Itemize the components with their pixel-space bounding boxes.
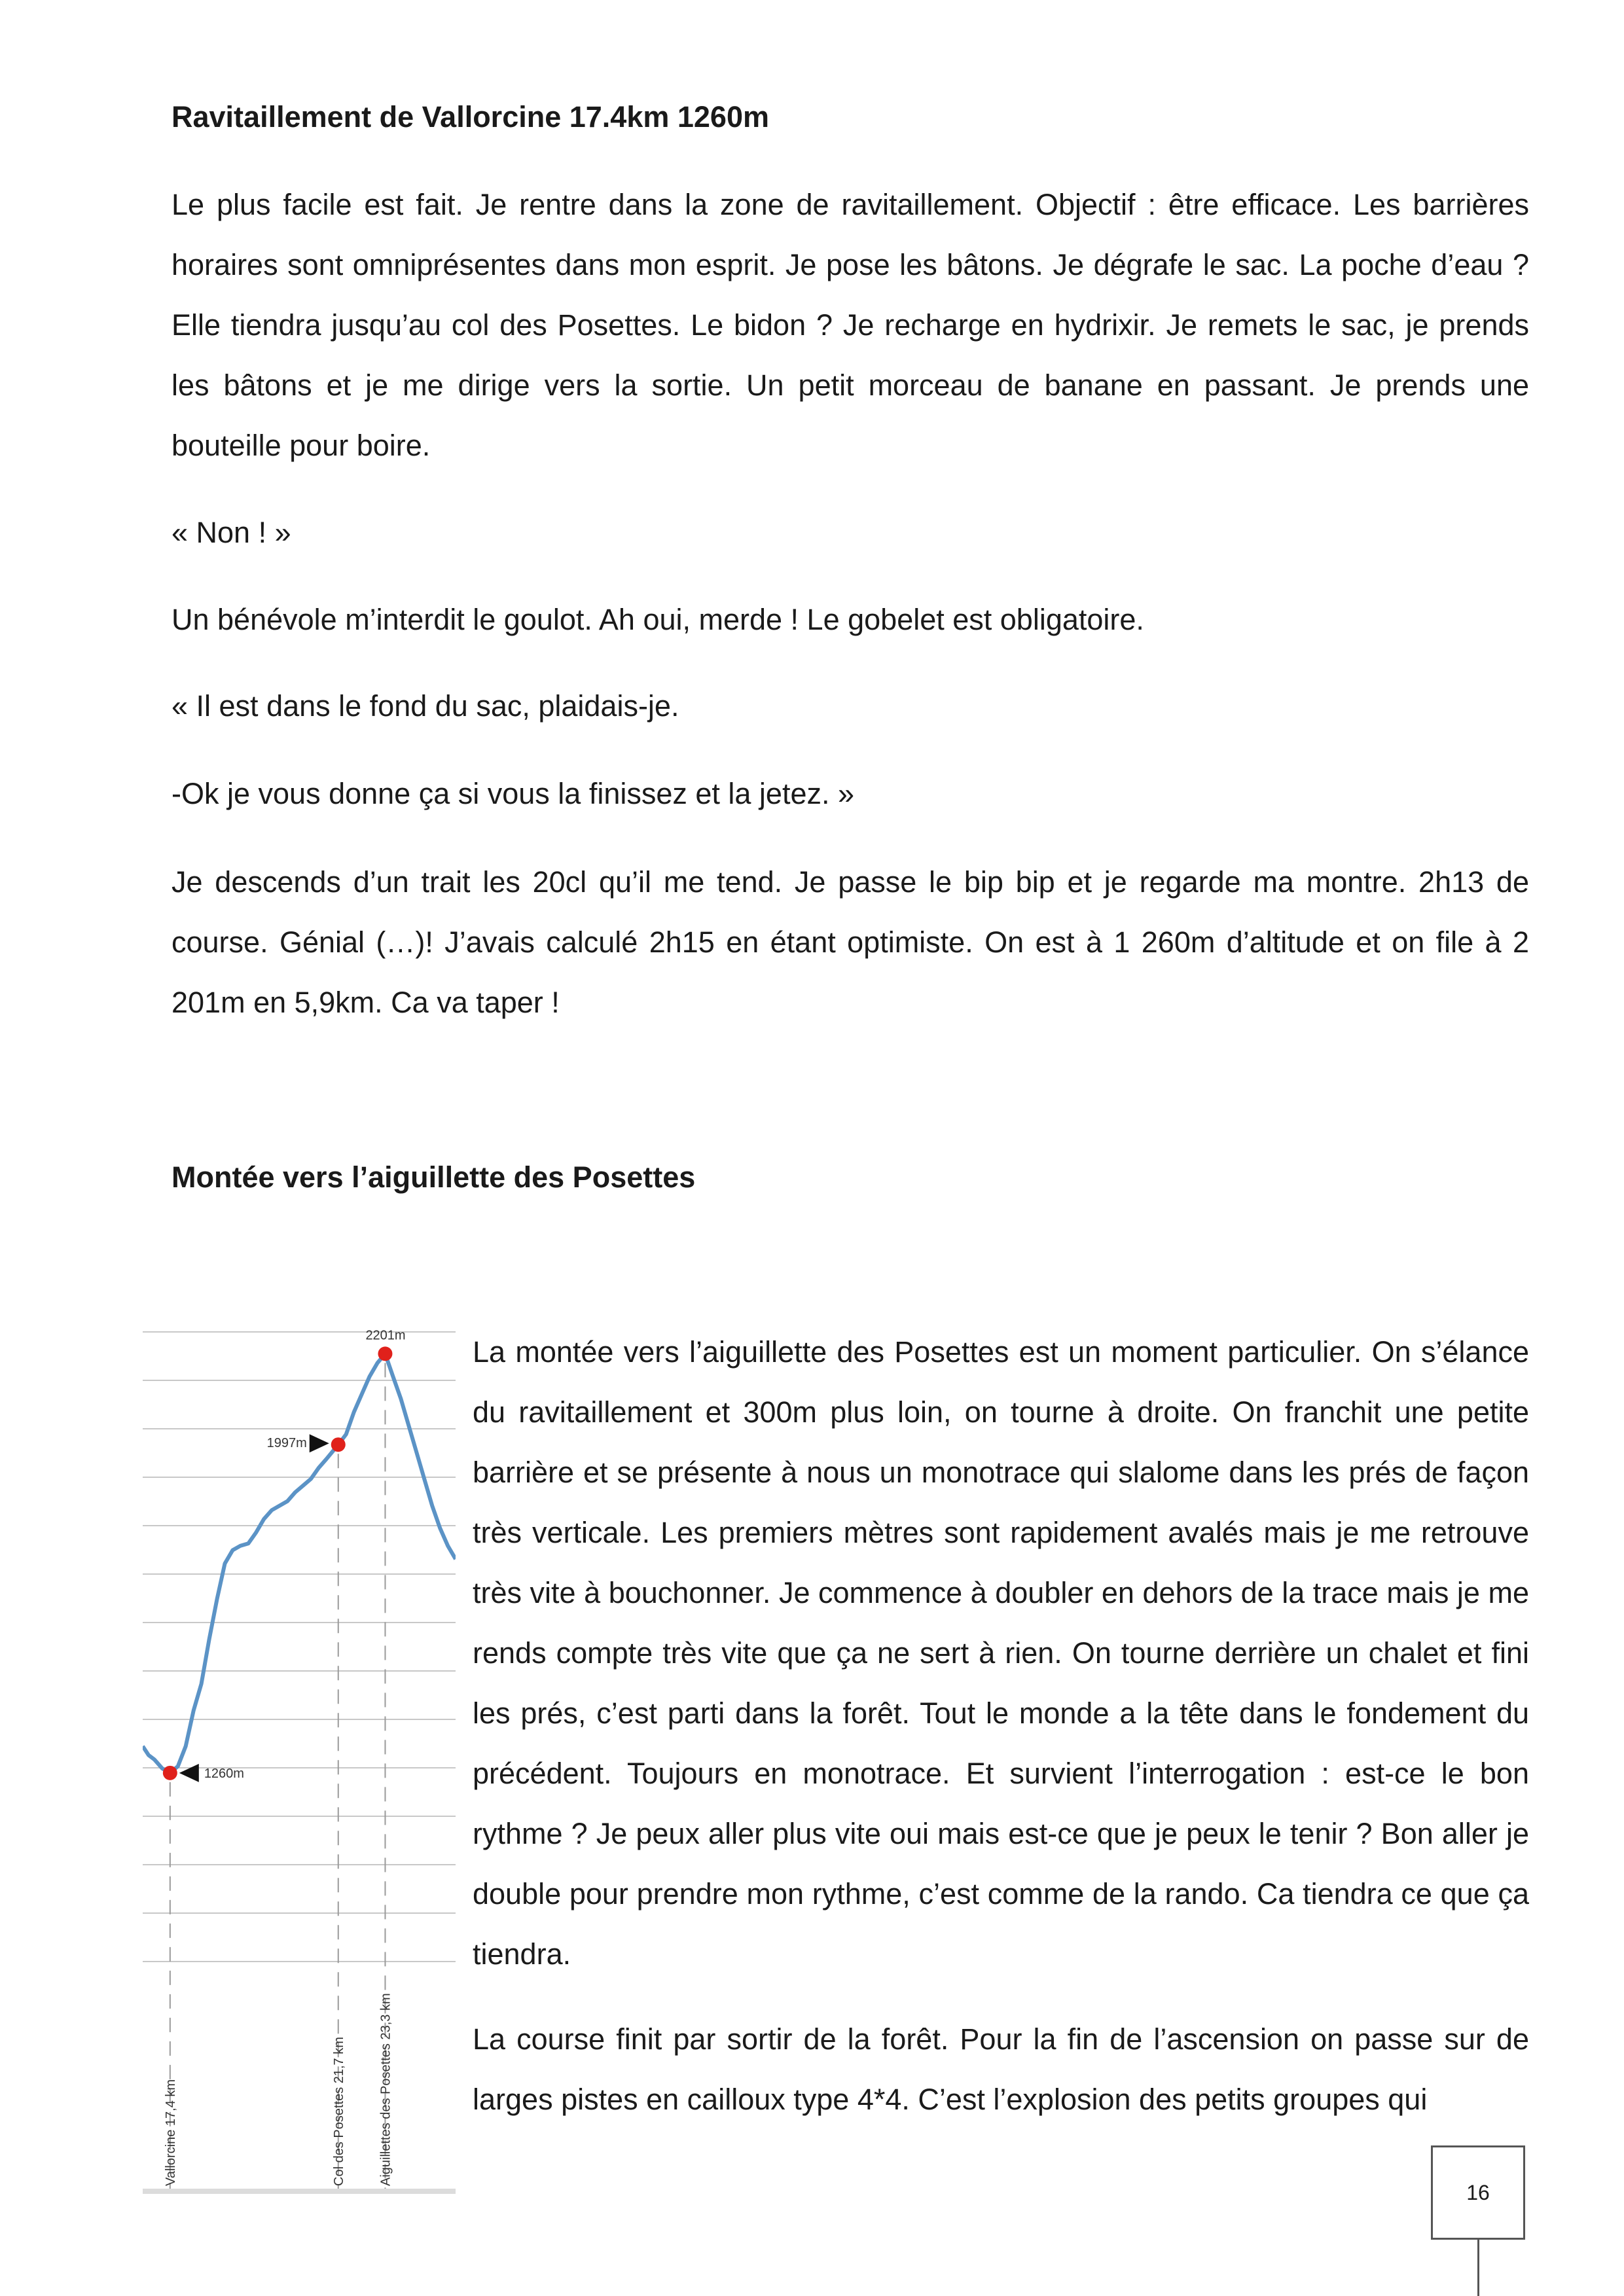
paragraph: -Ok je vous donne ça si vous la finissez et la jetez. »	[171, 777, 855, 810]
pointer-arrow	[310, 1434, 329, 1452]
pointer-arrow	[179, 1764, 199, 1782]
marker-label: Vallorcine 17,4 km	[163, 2079, 178, 2186]
paragraph: La montée vers l’aiguillette des Posettes est un moment particulier. On s’élance du ravitaillement et 300m plus loin, on tourne à droite. On franchit une petite barrière et se présente à nous un monotrace qui slalome dans les prés de façon très verticale. Les premiers mètres sont rapidement avalés mais je me retrouve très vite à bouchonner. Je commence à doubler en dehors de la trace mais je me rends compte très vite que ça ne sert à rien. On tourne derrière un chalet et fini les prés, c’est parti dans la forêt. Tout le monde a la tête dans le fondement du précédent. Toujours en monotrace. Et survient l’interrogation : est-ce le bon rythme ? Je peux aller plus vite oui mais est-ce que je peux le tenir ? Bon aller je double pour prendre mon rythme, c’est comme de la rando. Ca tiendra ce que ça tiendra.	[473, 1335, 1529, 1971]
elevation-profile-line	[143, 1354, 456, 1772]
elevation-point	[378, 1346, 392, 1361]
elevation-point	[163, 1766, 177, 1780]
section-title-vallorcine: Ravitaillement de Vallorcine 17.4km 1260m	[171, 100, 769, 134]
paragraph: « Il est dans le fond du sac, plaidais-je.	[171, 689, 679, 723]
marker-label: Col des Posettes 21,7 km	[331, 2037, 346, 2186]
paragraph: Le plus facile est fait. Je rentre dans la zone de ravitaillement. Objectif : être efficace. Les barrières horaires sont omniprésentes dans mon esprit. Je pose les bâtons. Je dégrafe le sac. La poche d’eau ? Elle tiendra jusqu’au col des Posettes. Le bidon ? Je recharge en hydrixir. Je remets le sac, je prends les bâtons et je me dirige vers la sortie. Un petit morceau de banane en passant. Je prends une bouteille pour boire.	[171, 188, 1529, 462]
paragraph: Un bénévole m’interdit le goulot. Ah oui, merde ! Le gobelet est obligatoire.	[171, 603, 1144, 636]
elevation-point	[331, 1437, 346, 1452]
elevation-label: 2201m	[365, 1328, 406, 1343]
elevation-profile-chart	[143, 1319, 456, 2199]
marker-label: Aiguillettes des Posettes 23,3 km	[378, 1993, 393, 2186]
page-number-line	[1477, 2239, 1479, 2296]
paragraph: « Non ! »	[171, 516, 291, 549]
elevation-label: 1260m	[204, 1766, 244, 1781]
section-title-posettes: Montée vers l’aiguillette des Posettes	[171, 1160, 696, 1194]
elevation-label: 1997m	[266, 1436, 307, 1451]
page-number: 16	[1431, 2145, 1525, 2240]
paragraph: Je descends d’un trait les 20cl qu’il me tend. Je passe le bip bip et je regarde ma montre. 2h13 de course. Génial (…)! J’avais calculé 2h15 en étant optimiste. On est à 1 260m d’altitude et on file à 2 201m en 5,9km. Ca va taper !	[171, 865, 1529, 1019]
paragraph: La course finit par sortir de la forêt. Pour la fin de l’ascension on passe sur de larges pistes en cailloux type 4*4. C’est l’explosion des petits groupes qui	[473, 2022, 1529, 2116]
